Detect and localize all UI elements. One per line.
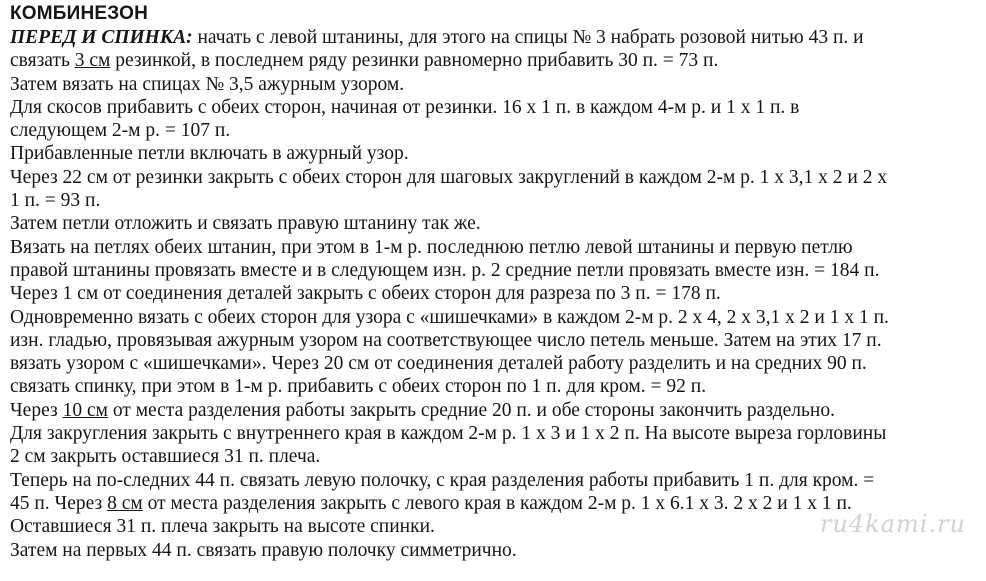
text-line [10, 49, 976, 72]
underlined-measure: 3 см [74, 50, 111, 72]
text-line [10, 142, 976, 165]
text-fragment: Прибавленные петли включать в ажурный узор. [10, 143, 409, 165]
text-fragment: Одновременно вязать с обеих сторон для узора с «шишечками» в каждом 2-м р. 2 х 4, 2 х 3,1 х 2 и 1 х 1 п. [10, 306, 889, 328]
text-line [10, 422, 976, 445]
underlined-measure: 8 см [107, 492, 143, 514]
text-line [10, 96, 976, 119]
text-line [10, 119, 976, 142]
text-fragment: Через 22 см от резинки закрыть с обеих сторон для шаговых закруглений в каждом 2-м р. 1 х 3,1 х 2 и 2 х [10, 166, 888, 188]
text-line [10, 166, 976, 189]
text-line [10, 259, 976, 282]
text-line [10, 73, 976, 96]
text-line [10, 539, 976, 562]
text-line [10, 306, 976, 329]
text-line [10, 212, 976, 235]
text-line [10, 26, 976, 49]
text-fragment: Для скосов прибавить с обеих сторон, начиная от резинки. 16 х 1 п. в каждом 4-м р. и 1 х 1 п. в [10, 96, 800, 118]
text-fragment: 45 п. Через [10, 492, 108, 514]
text-fragment: Затем на первых 44 п. связать правую полочку симметрично. [10, 539, 517, 561]
document-page [10, 2, 976, 562]
text-fragment: Затем петли отложить и связать правую штанину так же. [10, 213, 481, 235]
text-fragment: начать с левой штанины, для этого на спицы № 3 набрать розовой нитью 43 п. и [192, 27, 864, 48]
text-fragment: 2 см закрыть оставшиеся 31 п. плеча. [10, 446, 321, 468]
text-fragment: 1 п. = 93 п. [10, 190, 101, 212]
text-fragment: Для закругления закрыть с внутреннего края в каждом 2-м р. 1 х 3 и 1 х 2 п. На высоте выреза горловины [10, 423, 887, 445]
site-watermark: ru4kami.ru [819, 510, 966, 538]
text-line [10, 352, 976, 375]
text-line [10, 282, 976, 305]
text-fragment: резинкой, в последнем ряду резинки равномерно прибавить 30 п. = 73 п. [110, 50, 719, 72]
text-fragment: от места разделения работы закрыть средние 20 п. и обе стороны закончить раздельно. [107, 399, 835, 421]
text-fragment: Через 1 см от соединения деталей закрыть с обеих сторон для разреза по 3 п. = 178 п. [10, 283, 721, 305]
text-line [10, 445, 976, 468]
document-title: КОМБИНЕЗОН [10, 3, 149, 24]
text-line [10, 399, 976, 422]
text-line [10, 236, 976, 259]
underlined-measure: 10 см [62, 399, 108, 421]
document-body [10, 26, 976, 562]
text-fragment: изн. гладью, провязывая ажурным узором на соответствующее число петель меньше. Затем на этих 17 п. [10, 329, 882, 351]
text-fragment: Теперь на по-следних 44 п. связать левую полочку, с края разделения работы прибавить 1 п. для кром. = [10, 469, 875, 491]
text-fragment: от места разделения закрыть с левого края в каждом 2-м р. 1 х 6.1 х 3. 2 х 2 и 1 х 1 п. [142, 492, 852, 514]
text-fragment: вязать узором с «шишечками». Через 20 см от соединения деталей работу разделить и на средних 90 п. [10, 353, 867, 375]
section-heading: ПЕРЕД И СПИНКА: [10, 27, 193, 48]
text-fragment: Вязать на петлях обеих штанин, при этом в 1-м р. последнюю петлю левой штанины и первую петлю [10, 236, 853, 258]
text-fragment: связать [10, 50, 75, 72]
text-fragment: Затем вязать на спицах № 3,5 ажурным узором. [10, 73, 405, 95]
text-line [10, 329, 976, 352]
text-fragment: связать спинку, при этом в 1-м р. прибавить с обеих сторон по 1 п. для кром. = 92 п. [10, 376, 707, 398]
text-line [10, 469, 976, 492]
text-fragment: следующем 2-м р. = 107 п. [10, 120, 231, 142]
text-fragment: Оставшиеся 31 п. плеча закрыть на высоте спинки. [10, 516, 435, 538]
text-fragment: Через [10, 399, 63, 421]
text-line [10, 189, 976, 212]
text-fragment: правой штанины провязать вместе и в следующем изн. р. 2 средние петли провязать вместе изн. = 184 п. [10, 259, 880, 281]
text-line [10, 375, 976, 398]
